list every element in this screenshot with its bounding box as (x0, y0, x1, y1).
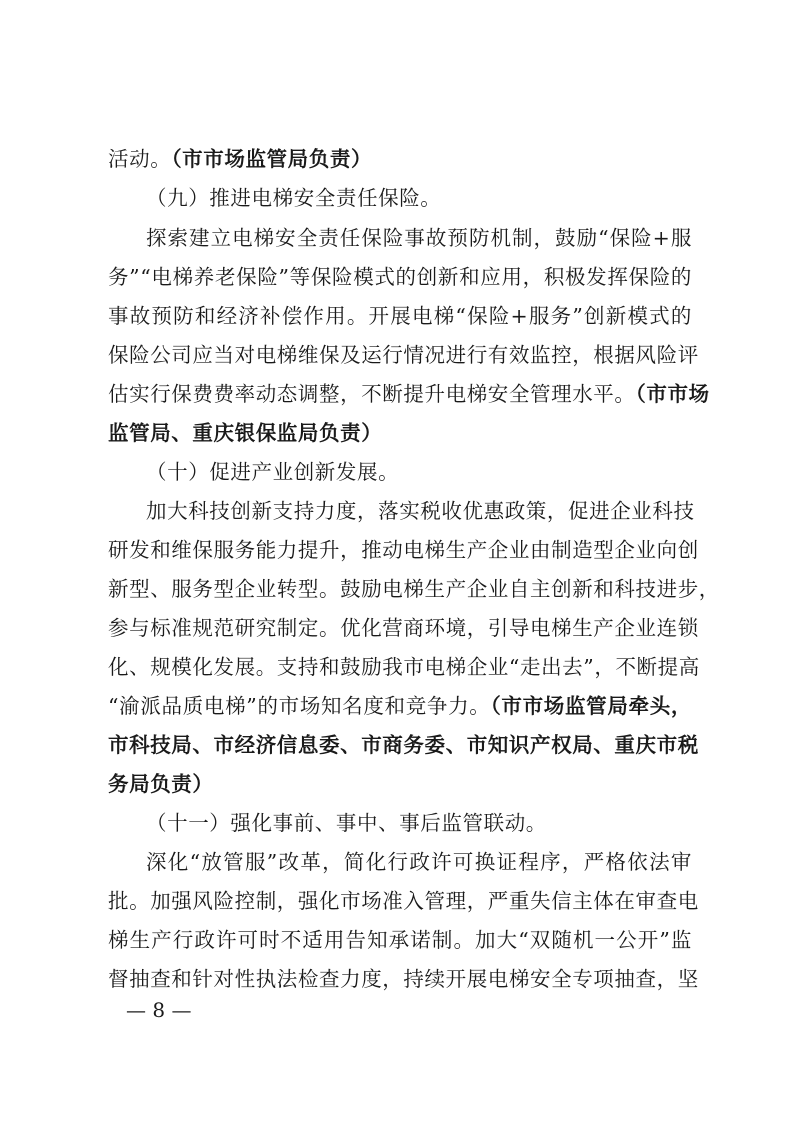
paragraph-line (108, 569, 720, 609)
paragraph-line (108, 413, 692, 453)
paragraph-line (146, 842, 692, 882)
paragraph-line (108, 608, 699, 648)
text-run: 深化“放管服”改革，简化行政许可换证程序，严格依法审 (146, 850, 692, 874)
paragraph-line (108, 335, 699, 375)
paragraph-line (108, 920, 692, 960)
paragraph-line (108, 257, 692, 297)
text-run: 活动。 (108, 147, 172, 171)
text-run: 保险公司应当对电梯维保及运行情况进行有效监控，根据风险评 (108, 343, 699, 367)
paragraph-line (108, 725, 699, 765)
section-heading-9 (146, 178, 692, 218)
page-number: — 8 — (126, 998, 192, 1022)
text-run: 探索建立电梯安全责任保险事故预防机制，鼓励“保险+服 (146, 226, 692, 250)
section-heading-text: （十一）强化事前、事中、事后监管联动。 (146, 811, 547, 835)
responsible-dept-text: 监管局、重庆银保监局负责） (108, 421, 383, 445)
responsible-dept-text: （市市场监管局负责） (171, 147, 373, 171)
responsible-dept-text: （市市场监管局牵头， (490, 694, 693, 718)
section-heading-text: （九）推进电梯安全责任保险。 (146, 186, 442, 210)
paragraph-line (146, 218, 692, 258)
text-line-1 (108, 139, 692, 179)
text-run: “渝派品质电梯”的市场知名度和竞争力。 (108, 694, 491, 718)
text-run: 化、规模化发展。支持和鼓励我市电梯企业“走出去”，不断提高 (108, 655, 700, 679)
text-run: 批。加强风险控制，强化市场准入管理，严重失信主体在审查电 (108, 889, 699, 913)
responsible-dept-text: 务局负责） (108, 772, 214, 796)
text-run: 梯生产行政许可时不适用告知承诺制。加大“双随机一公开”监 (108, 928, 692, 952)
paragraph-line (146, 491, 695, 531)
paragraph-line (108, 296, 692, 336)
paragraph-line (108, 647, 700, 687)
paragraph-line (108, 959, 699, 999)
text-run: 参与标准规范研究制定。优化营商环境，引导电梯生产企业连锁 (108, 616, 699, 640)
paragraph-line (108, 530, 699, 570)
responsible-dept-text: （市市场 (635, 382, 710, 406)
paragraph-line (108, 881, 699, 921)
text-run: 督抽查和针对性执法检查力度，持续开展电梯安全专项抽查，坚 (108, 967, 699, 991)
paragraph-line (108, 764, 692, 804)
section-heading-10 (146, 452, 692, 492)
text-run: 事故预防和经济补偿作用。开展电梯“保险+服务”创新模式的 (108, 304, 692, 328)
responsible-dept-text: 市科技局、市经济信息委、市商务委、市知识产权局、重庆市税 (108, 733, 699, 757)
section-heading-text: （十）促进产业创新发展。 (146, 460, 400, 484)
text-run: 加大科技创新支持力度，落实税收优惠政策，促进企业科技 (146, 499, 695, 523)
text-run: 务”“电梯养老保险”等保险模式的创新和应用，积极发挥保险的 (108, 265, 692, 289)
paragraph-line (108, 374, 710, 414)
text-run: 估实行保费费率动态调整，不断提升电梯安全管理水平。 (108, 382, 636, 406)
section-heading-11 (146, 803, 692, 843)
text-run: 研发和维保服务能力提升，推动电梯生产企业由制造型企业向创 (108, 538, 699, 562)
paragraph-line (108, 686, 692, 726)
text-run: 新型、服务型企业转型。鼓励电梯生产企业自主创新和科技进步， (108, 577, 720, 601)
